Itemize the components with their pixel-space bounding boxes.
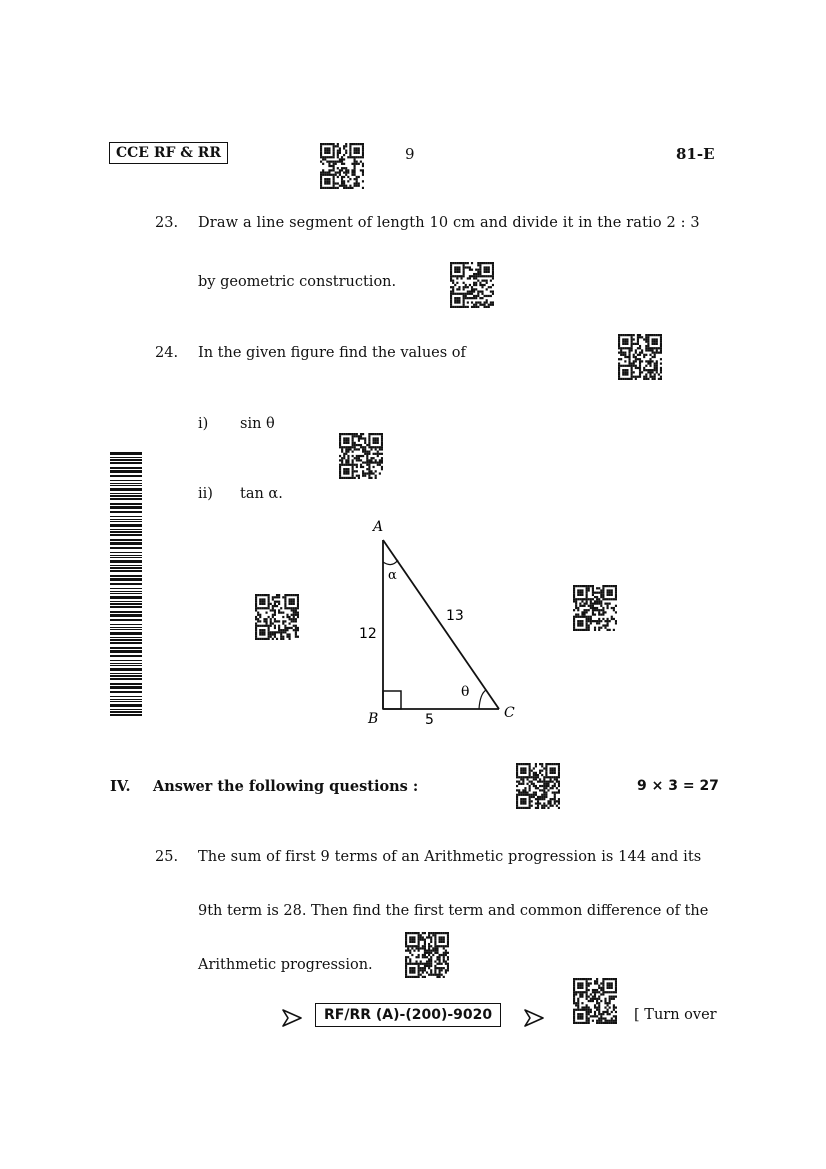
arrow-right-icon [524,1008,544,1028]
theta-label: θ [461,684,470,700]
footer-code: RF/RR (A)-(200)-9020 [324,1007,493,1023]
question-text: Arithmetic progression. [198,957,373,973]
side-ab-label: 12 [359,626,377,642]
qr-code-icon [573,585,617,631]
vertex-c-label: C [504,705,515,721]
paper-code: 81-E [676,145,715,163]
triangle-figure [340,510,540,735]
side-ac [383,540,499,709]
section-marks: 9 × 3 = 27 [637,778,719,794]
qr-code-icon [405,932,449,978]
sub-part-text: tan α. [240,486,283,502]
question-text: 9th term is 28. Then find the first term and common difference of the [198,903,709,919]
vertex-a-label: A [373,519,384,535]
barcode-icon [110,452,142,716]
question-number: 23. [155,215,179,231]
question-text: by geometric construction. [198,274,397,290]
section-title: Answer the following questions : [153,778,419,795]
sub-part-text: sin θ [240,416,275,432]
vertex-b-label: B [368,711,379,727]
page-number: 9 [405,145,415,163]
question-number: 24. [155,345,179,361]
qr-code-icon [255,594,299,640]
question-number: 25. [155,849,179,865]
exam-code-box [109,142,228,164]
qr-code-icon [573,978,617,1024]
side-bc-label: 5 [425,712,434,728]
question-text: In the given figure find the values of [198,345,466,361]
turn-over-text: [ Turn over [634,1007,717,1023]
qr-code-icon [450,262,494,308]
qr-code-icon [618,334,662,380]
question-text: The sum of first 9 terms of an Arithmetic progression is 144 and its [198,849,702,865]
alpha-arc [383,560,398,565]
exam-code: CCE RF & RR [116,145,222,161]
arrow-right-icon [282,1008,302,1028]
section-number: IV. [110,778,131,795]
alpha-label: α [388,568,397,583]
right-angle-marker [383,691,401,709]
footer-code-box [315,1003,501,1027]
sub-part-label: ii) [198,486,213,502]
qr-code-icon [320,143,364,189]
question-text: Draw a line segment of length 10 cm and divide it in the ratio 2 : 3 [198,215,700,231]
qr-code-icon [339,433,383,479]
sub-part-label: i) [198,416,209,432]
qr-code-icon [516,763,560,809]
theta-arc [479,690,486,709]
side-ac-label: 13 [446,608,464,624]
